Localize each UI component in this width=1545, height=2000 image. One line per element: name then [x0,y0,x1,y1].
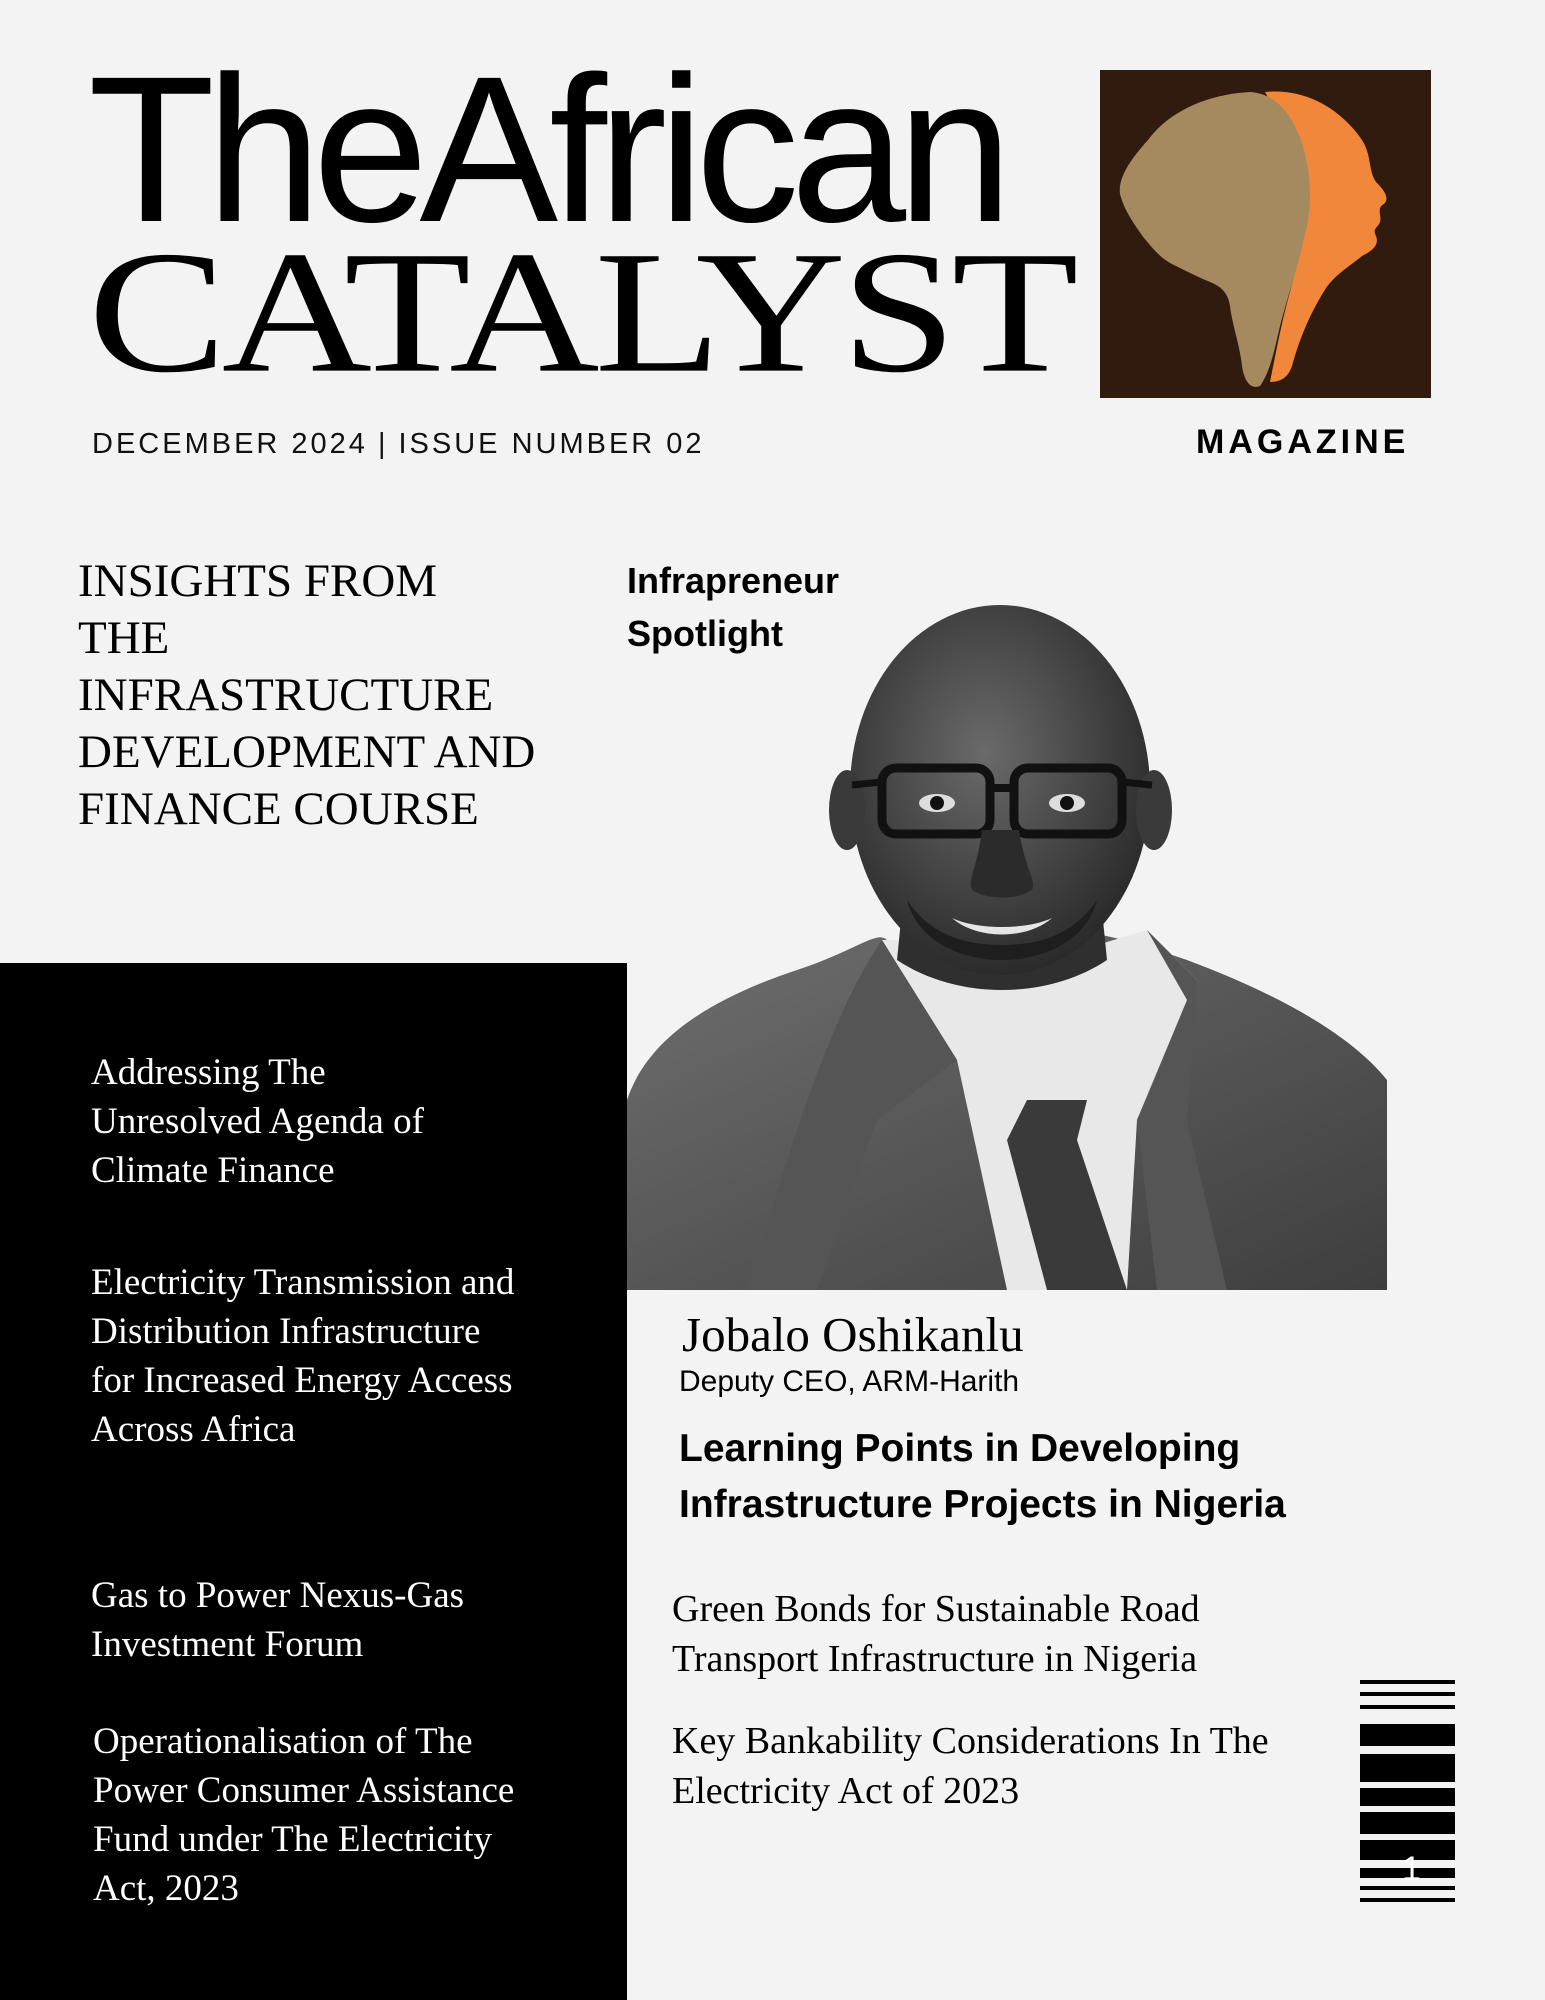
story-climate-finance[interactable]: Addressing The Unresolved Agenda of Climate Finance [91,1052,424,1191]
insights-headline: INSIGHTS FROM THE INFRASTRUCTURE DEVELOPMENT AND FINANCE COURSE [78,555,536,835]
spotlight-portrait-photo [627,600,1387,1290]
barcode-digit: 1 [1402,1850,1421,1888]
story-bankability[interactable]: Key Bankability Considerations In The Electricity Act of 2023 [672,1720,1269,1812]
spotlight-label: Infrapreneur Spotlight [627,560,840,654]
barcode-icon [1360,1680,1455,1910]
spotlight-person-role: Deputy CEO, ARM-Harith [679,1365,1020,1398]
story-green-bonds[interactable]: Green Bonds for Sustainable Road Transport Infrastructure in Nigeria [672,1588,1200,1680]
masthead-title-line2: CATALYST [88,215,1074,409]
story-electricity-transmission[interactable]: Electricity Transmission and Distribution Infrastructure for Increased Energy Access Across Africa [91,1262,515,1450]
spotlight-feature-title[interactable]: Learning Points in Developing Infrastructure Projects in Nigeria [679,1427,1286,1526]
spotlight-person-name: Jobalo Oshikanlu [682,1307,1024,1362]
magazine-label: MAGAZINE [1196,423,1410,461]
issue-date: DECEMBER 2024 [92,428,368,460]
africa-face-logo-icon [1100,70,1431,398]
issue-number: ISSUE NUMBER 02 [398,428,705,460]
issue-separator: | [377,428,389,460]
issue-line [92,428,705,461]
story-gas-to-power[interactable]: Gas to Power Nexus-Gas Investment Forum [91,1575,465,1665]
masthead-title-line1: TheAfrican [88,34,1004,266]
story-power-consumer-fund[interactable]: Operationalisation of The Power Consumer Assistance Fund under The Electricity Act, 2023 [93,1721,515,1909]
